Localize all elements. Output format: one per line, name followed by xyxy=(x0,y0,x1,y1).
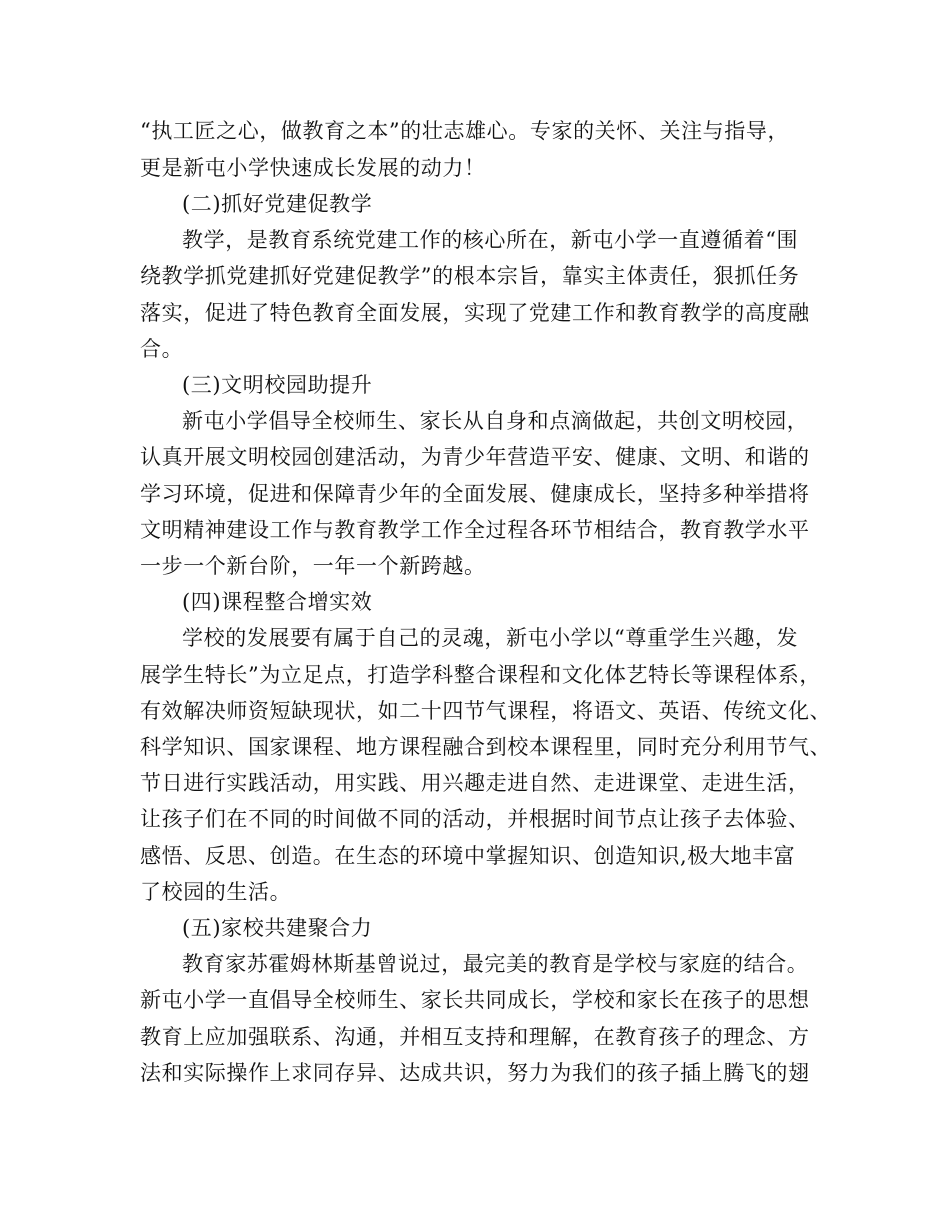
text-line: 有效解决师资短缺现状，如二十四节气课程，将语文、英语、传统文化、 xyxy=(140,699,832,723)
text-line: 了校园的生活。 xyxy=(140,880,292,904)
text-line: 认真开展文明校园创建活动，为青少年营造平安、健康、文明、和谐的 xyxy=(140,445,810,469)
section-heading: (三)文明校园助提升 xyxy=(182,373,373,397)
section-heading: (五)家校共建聚合力 xyxy=(182,916,373,940)
text-line: 教育家苏霍姆林斯基曾说过，最完美的教育是学校与家庭的结合。 xyxy=(182,952,809,976)
text-line: 教育上应加强联系、沟通，并相互支持和理解，在教育孩子的理念、方 xyxy=(140,1025,810,1049)
text-line: 一步一个新台阶，一年一个新跨越。 xyxy=(140,554,486,578)
text-line: 让孩子们在不同的时间做不同的活动，并根据时间节点让孩子去体验、 xyxy=(140,807,810,831)
text-line: 更是新屯小学快速成长发展的动力！ xyxy=(140,156,486,180)
section-heading: (二)抓好党建促教学 xyxy=(182,192,373,216)
text-line: 绕教学抓党建抓好党建促教学”的根本宗旨，靠实主体责任，狠抓任务 xyxy=(140,264,800,288)
text-line: “执工匠之心，做教育之本”的壮志雄心。专家的关怀、关注与指导， xyxy=(140,119,790,143)
text-line: 新屯小学一直倡导全校师生、家长共同成长，学校和家长在孩子的思想 xyxy=(140,988,810,1012)
section-heading: (四)课程整合增实效 xyxy=(182,590,373,614)
text-line: 科学知识、国家课程、地方课程融合到校本课程里，同时充分利用节气、 xyxy=(140,735,832,759)
text-line: 感悟、反思、创造。在生态的环境中掌握知识、创造知识,极大地丰富 xyxy=(140,844,796,868)
text-line: 学校的发展要有属于自己的灵魂，新屯小学以“尊重学生兴趣，发 xyxy=(182,626,799,650)
text-line: 教学，是教育系统党建工作的核心所在，新屯小学一直遵循着“围 xyxy=(182,228,799,252)
text-line: 合。 xyxy=(140,337,184,361)
text-line: 展学生特长”为立足点，打造学科整合课程和文化体艺特长等课程体系， xyxy=(140,663,821,687)
text-line: 法和实际操作上求同存异、达成共识，努力为我们的孩子插上腾飞的翅 xyxy=(140,1061,810,1085)
text-line: 文明精神建设工作与教育教学工作全过程各环节相结合，教育教学水平 xyxy=(140,518,810,542)
text-line: 节日进行实践活动，用实践、用兴趣走进自然、走进课堂、走进生活， xyxy=(140,771,810,795)
text-line: 落实，促进了特色教育全面发展，实现了党建工作和教育教学的高度融 xyxy=(140,301,810,325)
text-line: 学习环境，促进和保障青少年的全面发展、健康成长，坚持多种举措将 xyxy=(140,482,810,506)
text-line: 新屯小学倡导全校师生、家长从自身和点滴做起，共创文明校园， xyxy=(182,409,809,433)
